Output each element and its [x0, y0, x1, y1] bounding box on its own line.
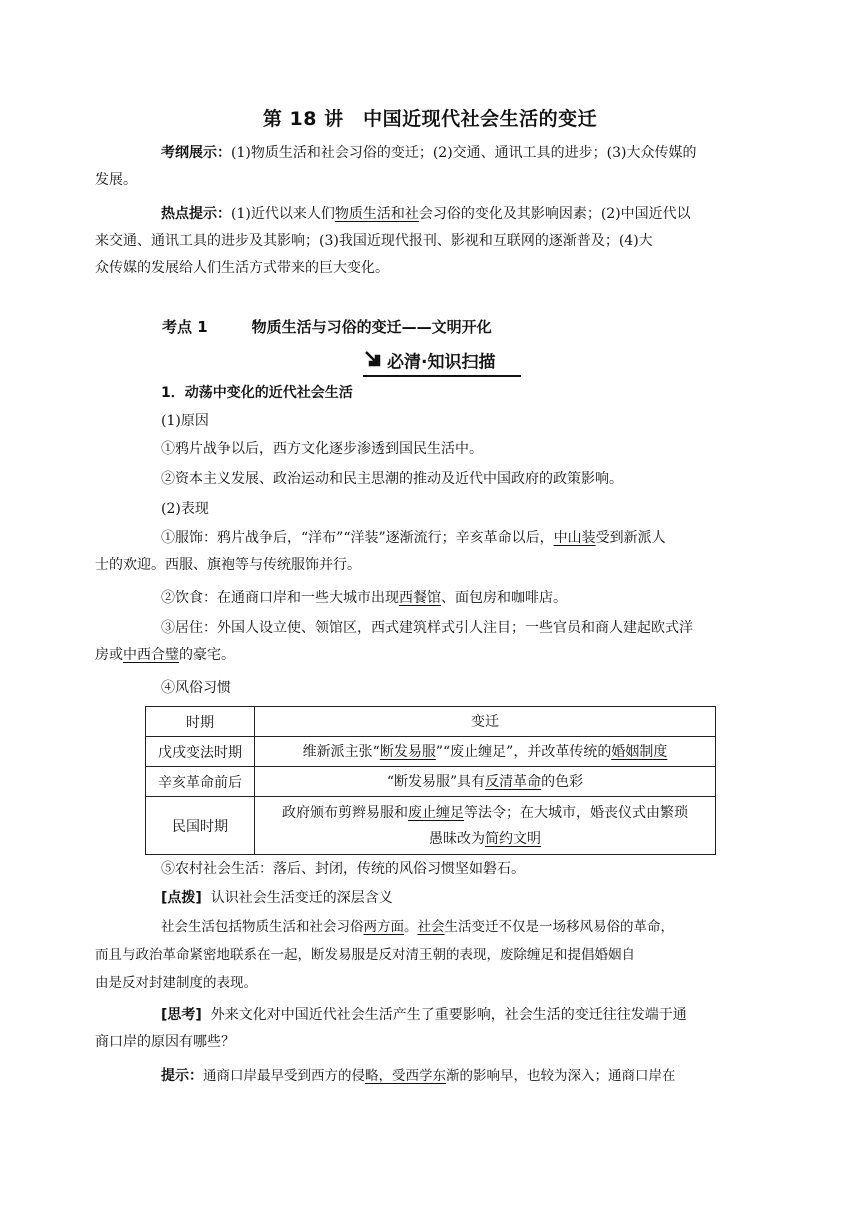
table-cell-period: 民国时期 — [146, 797, 255, 855]
food-underlined: 西餐馆 — [399, 590, 441, 606]
cell-text: 的色彩 — [541, 773, 584, 790]
tip-text-line3: 由是反对封建制度的表现。 — [95, 975, 257, 991]
think-label: [思考] — [161, 1007, 202, 1023]
table-row — [146, 797, 716, 855]
arrow-down-right-icon — [363, 349, 383, 376]
food-text-b: 、面包房和咖啡店。 — [441, 590, 567, 606]
housing-text-c: 的豪宅。 — [179, 647, 235, 663]
tip-text-line2: 而且与政治革命紧密地联系在一起，断发易服是反对清王朝的表现，废除缠足和提倡婚姻自 — [95, 947, 635, 963]
knowledge-scan-banner — [363, 349, 521, 377]
cell-text: 维新派主张“ — [302, 743, 380, 760]
custom-label: ④风俗习惯 — [161, 680, 231, 696]
cell-underlined: 废止缠足 — [408, 804, 464, 821]
syllabus-label: 考纲展示： — [161, 145, 231, 161]
table-cell-period: 戊戌变法时期 — [146, 737, 255, 767]
tip-heading — [128, 885, 731, 912]
syllabus-text-2: 发展。 — [95, 172, 137, 188]
hint-label: 提示： — [161, 1068, 203, 1084]
hotspot-label: 热点提示： — [161, 206, 231, 222]
rural-life: ⑤农村社会生活：落后、封闭，传统的风俗习惯坚如磐石。 — [161, 861, 525, 877]
exam-point-heading — [162, 316, 492, 337]
cell-text: 愚昧改为 — [429, 830, 485, 847]
think-text-2: 商口岸的原因有哪些？ — [95, 1034, 235, 1050]
clothing-text-b: 受到新派人 — [595, 530, 666, 546]
table-row — [146, 737, 716, 767]
cause-item-2: ②资本主义发展、政治运动和民主思潮的推动及近代中国政府的政策影响。 — [161, 471, 623, 487]
section-heading: 1．动荡中变化的近代社会生活 — [161, 385, 353, 401]
housing-text-b: 房或 — [95, 647, 123, 663]
table-cell-change — [255, 767, 716, 797]
clothing-text-c: 士的欢迎。西服、旗袍等与传统服饰并行。 — [95, 557, 361, 573]
knowledge-scan-label: 必清·知识扫描 — [387, 352, 496, 373]
clothing-underlined: 中山装 — [553, 530, 596, 546]
hotspot-text-3: 众传媒的发展给人们生活方式带来的巨大变化。 — [95, 260, 389, 276]
housing-paragraph — [95, 615, 731, 669]
cell-text: ”“废止缠足”，并改革传统的 — [435, 743, 612, 760]
clothing-paragraph — [95, 525, 731, 579]
table-cell-period: 辛亥革命前后 — [146, 767, 255, 797]
food-paragraph — [128, 585, 731, 612]
cell-text: 政府颁布剪辫易服和 — [282, 804, 408, 821]
clothing-text-a: ①服饰：鸦片战争后，“洋布”“洋装”逐渐流行；辛亥革命以后， — [161, 530, 554, 546]
table-row — [146, 767, 716, 797]
hint-underlined: 略，受西学东 — [365, 1068, 446, 1084]
hotspot-text-2: 来交通、通讯工具的进步及其影响；(3)我国近现代报刊、影视和互联网的逐渐普及；(4)大 — [95, 233, 653, 249]
tip-label: [点拨] — [161, 890, 202, 906]
exam-point-title: 物质生活与习俗的变迁——文明开化 — [251, 318, 492, 336]
cell-text: “断发易服”具有 — [386, 773, 486, 790]
hotspot-text-1b: 会习俗的变化及其影响因素；(2)中国近代以 — [418, 206, 691, 222]
cell-underlined: 简约文明 — [485, 830, 541, 847]
hint-paragraph — [128, 1063, 731, 1090]
cause-item-1: ①鸦片战争以后，西方文化逐步渗透到国民生活中。 — [161, 441, 483, 457]
customs-table — [145, 706, 716, 855]
table-cell-change — [255, 737, 716, 767]
tip-underlined-2: 社会 — [417, 919, 445, 935]
tip-text-a: 社会生活包括物质生活和社会习俗 — [161, 919, 364, 935]
tip-text-c: 生活变迁不仅是一场移风易俗的革命， — [444, 919, 674, 935]
table-header-row — [146, 707, 716, 737]
cell-underlined: 断发易服 — [379, 743, 436, 760]
cause-label: (1)原因 — [161, 413, 209, 429]
housing-underlined: 中西合璧 — [123, 647, 179, 663]
table-header-period: 时期 — [146, 707, 255, 737]
cell-underlined: 反清革命 — [485, 773, 542, 790]
tip-title: 认识社会生活变迁的深层含义 — [210, 890, 393, 906]
tip-paragraph — [95, 913, 731, 997]
housing-text-a: ③居住：外国人设立使、领馆区，西式建筑样式引人注目；一些官员和商人建起欧式洋 — [161, 620, 693, 636]
table-cell-change — [255, 797, 716, 855]
hotspot-text-1a: (1)近代以来人们 — [231, 206, 335, 222]
cell-text: 等法令；在大城市，婚丧仪式由繁琐 — [464, 804, 688, 821]
tip-text-b: 。 — [404, 919, 418, 935]
tip-underlined-1: 两方面 — [363, 919, 404, 935]
hint-text-b: 渐的影响早，也较为深入；通商口岸在 — [446, 1068, 676, 1084]
think-text-1: 外来文化对中国近代社会生活产生了重要影响，社会生活的变迁往往发端于通 — [210, 1007, 687, 1023]
hotspot-text-1u: 物质生活和社 — [334, 206, 419, 222]
syllabus-paragraph — [95, 140, 731, 194]
exam-point-number: 考点 1 — [162, 318, 208, 336]
page-title: 第 18 讲 中国近现代社会生活的变迁 — [262, 108, 598, 130]
cell-underlined: 婚姻制度 — [611, 743, 668, 760]
think-paragraph — [95, 1002, 731, 1056]
hotspot-paragraph — [95, 201, 731, 282]
syllabus-text-1: (1)物质生活和社会习俗的变迁；(2)交通、通讯工具的进步；(3)大众传媒的 — [231, 145, 697, 161]
table-header-change: 变迁 — [255, 707, 716, 737]
manifest-label: (2)表现 — [161, 501, 209, 517]
food-text-a: ②饮食：在通商口岸和一些大城市出现 — [161, 590, 399, 606]
hint-text-a: 通商口岸最早受到西方的侵 — [203, 1068, 365, 1084]
